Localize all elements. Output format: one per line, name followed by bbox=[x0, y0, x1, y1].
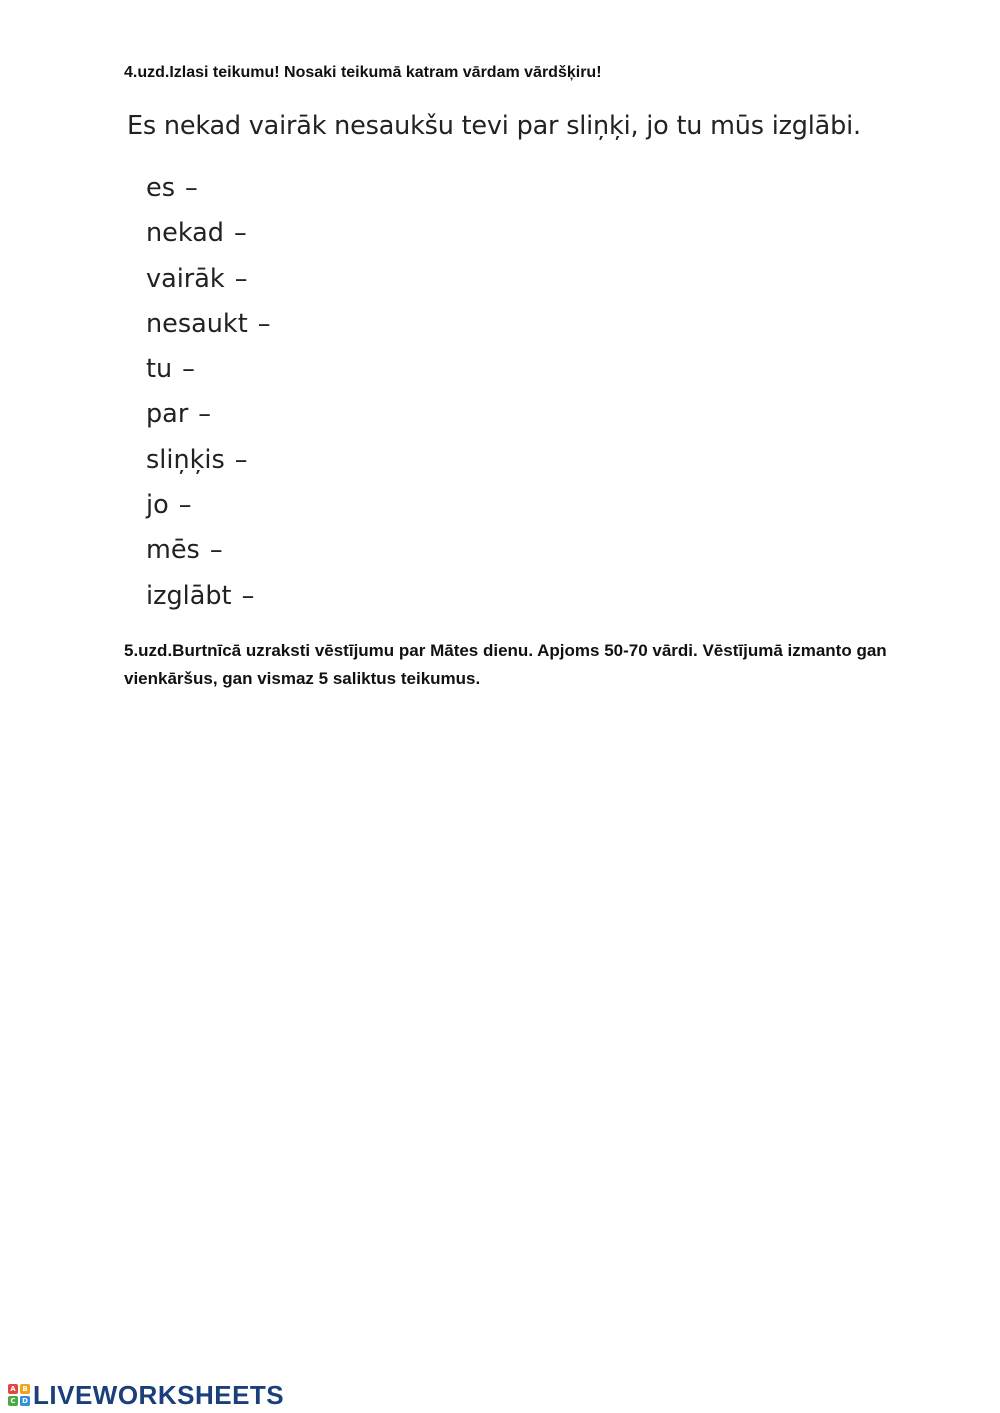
word-label: sliņķis bbox=[146, 444, 225, 475]
dash: – bbox=[209, 535, 223, 566]
word-item bbox=[146, 211, 270, 256]
word-label: nekad bbox=[146, 218, 224, 249]
logo-blocks-icon bbox=[8, 1384, 30, 1406]
task-5-instructions: 5.uzd.Burtnīcā uzraksti vēstījumu par Mātes dienu. Apjoms 50-70 vārdi. Vēstījumā izmanto gan vienkāršus, gan vismaz 5 saliktus teikumus. bbox=[124, 641, 887, 688]
logo-block: C bbox=[8, 1396, 18, 1406]
word-label: nesaukt bbox=[146, 308, 248, 339]
word-item bbox=[146, 166, 270, 211]
word-item bbox=[146, 302, 270, 347]
dash: – bbox=[234, 263, 248, 294]
word-item bbox=[146, 257, 270, 302]
logo-block: D bbox=[20, 1396, 30, 1406]
logo-text: LIVEWORKSHEETS bbox=[33, 1380, 285, 1410]
word-label: vairāk bbox=[146, 263, 225, 294]
dash: – bbox=[178, 490, 192, 521]
word-label: izglābt bbox=[146, 580, 232, 611]
word-item bbox=[146, 483, 270, 528]
liveworksheets-logo[interactable] bbox=[8, 1380, 284, 1410]
dash: – bbox=[233, 218, 247, 249]
word-item bbox=[146, 438, 270, 483]
task-4-heading: 4.uzd.Izlasi teikumu! Nosaki teikumā katram vārdam vārdšķiru! bbox=[124, 64, 602, 81]
example-sentence: Es nekad vairāk nesaukšu tevi par sliņķi, jo tu mūs izglābi. bbox=[127, 111, 861, 141]
dash: – bbox=[182, 354, 195, 385]
dash: – bbox=[234, 444, 248, 475]
dash: – bbox=[198, 399, 212, 430]
word-label: jo bbox=[146, 490, 169, 521]
dash: – bbox=[241, 580, 255, 611]
word-item bbox=[146, 574, 270, 619]
dash: – bbox=[184, 173, 198, 203]
word-label: par bbox=[146, 399, 189, 430]
word-label: es bbox=[146, 173, 175, 203]
word-label: mēs bbox=[146, 535, 200, 566]
dash: – bbox=[257, 308, 271, 339]
logo-block: A bbox=[8, 1384, 18, 1394]
word-label: tu bbox=[146, 354, 173, 385]
word-item bbox=[146, 347, 270, 392]
word-item bbox=[146, 528, 270, 573]
word-item bbox=[146, 392, 270, 437]
word-list bbox=[146, 166, 270, 619]
logo-block: B bbox=[20, 1384, 30, 1394]
